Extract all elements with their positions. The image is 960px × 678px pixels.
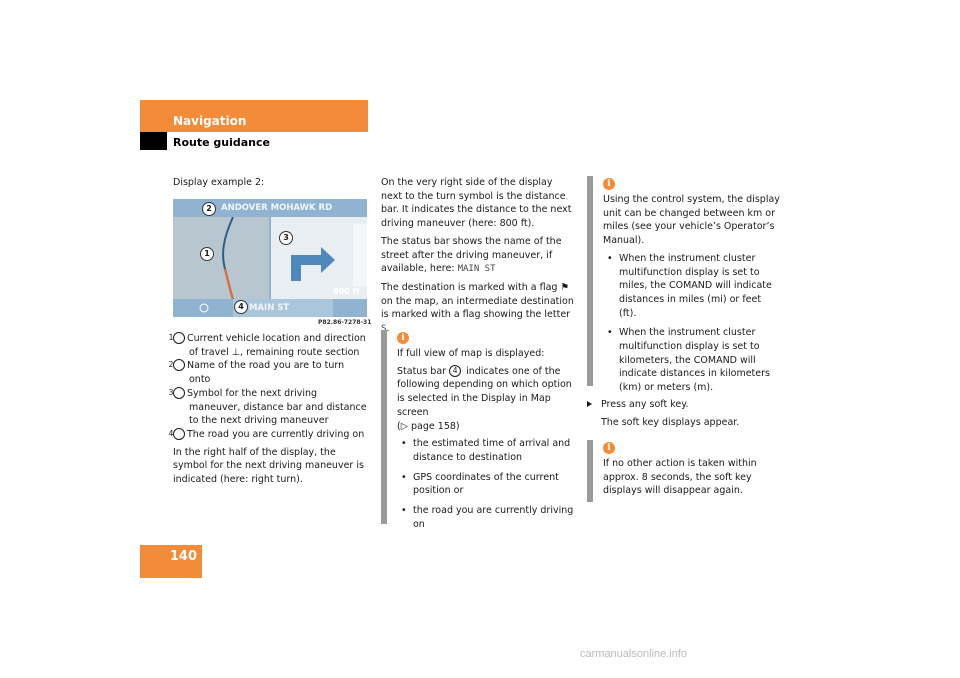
figure-code: P82.86-7278-31 <box>318 319 372 326</box>
legend-number: 1 <box>173 332 185 344</box>
info-text-b: indicates one of the following depending on which option is selected in the Display in Map screen <box>397 365 572 418</box>
legend-block <box>168 332 367 491</box>
info-box-full-map <box>381 330 575 530</box>
list-item: • When the instrument cluster multifunction display is set to kilometers, the COMAND will indicate distances in kilometers (km) or meters (m). <box>603 326 781 395</box>
footer-watermark[interactable]: carmanualsonline.info <box>580 648 688 660</box>
list-item: • When the instrument cluster multifunction display is set to miles, the COMAND will indicate distances in miles (mi) or feet (ft). <box>603 252 781 321</box>
map-status-bar-road: MAIN ST <box>249 303 290 313</box>
instruction-step <box>587 398 781 433</box>
flag-letter: S <box>381 324 387 335</box>
section-marker <box>140 132 167 150</box>
checkered-flag-icon: ⚑ <box>560 281 569 293</box>
list-item: • GPS coordinates of the current position or <box>397 471 575 498</box>
step-result: The soft key displays appear. <box>601 416 740 428</box>
section-title: Route guidance <box>173 136 270 149</box>
legend-number: 2 <box>173 359 185 371</box>
step-arrow-icon <box>587 401 592 407</box>
step-text: Press any soft key. <box>601 399 689 410</box>
info-icon: i <box>603 178 615 190</box>
page-reference-link[interactable]: (▷ page 158) <box>397 420 460 432</box>
flag-text-end: . <box>386 323 390 335</box>
info-bullet-list <box>397 437 575 531</box>
info-text-a: Status bar <box>397 365 450 377</box>
navigation-display-figure <box>173 199 367 317</box>
info-box-softkeys <box>587 440 781 502</box>
map-road-name-top: ANDOVER MOHAWK RD <box>221 203 333 213</box>
list-item: • the estimated time of arrival and distance to destination <box>397 437 575 464</box>
display-example-intro: Display example 2: <box>173 177 265 188</box>
legend-item-4 <box>168 428 367 442</box>
legend-number: 3 <box>173 387 185 399</box>
page-number-box <box>140 545 202 578</box>
flag-text-b: on the map, an intermediate destination is marked with a flag showing the letter <box>381 295 574 321</box>
info-status-bar-paragraph <box>397 365 575 434</box>
distance-bar-paragraph: On the very right side of the display next to the turn symbol is the distance bar. It indicates the distance to the next driving maneuver (here: 800 ft). <box>381 177 572 230</box>
legend-text: Name of the road you are to turn onto <box>187 360 345 386</box>
page-number: 140 <box>169 549 197 564</box>
callout-4: 4 <box>234 300 248 314</box>
step-item <box>587 398 781 412</box>
legend-text: The road you are currently driving on <box>187 428 365 440</box>
legend-number: 4 <box>173 428 185 440</box>
status-bar-text: The status bar shows the name of the street after the driving maneuver, if available, here: <box>381 235 562 275</box>
callout-3: 3 <box>279 231 293 245</box>
info-icon: i <box>603 442 615 454</box>
callout-1: 1 <box>200 247 214 261</box>
figure-legend <box>168 332 367 442</box>
destination-flag-paragraph <box>381 281 575 337</box>
direction-arrow-icon: ⊥ <box>231 346 241 358</box>
flag-text-a: The destination is marked with a flag <box>381 281 561 293</box>
info-text: Using the control system, the display unit can be changed between km or miles (see your vehicle’s Operator’s Manual). <box>603 194 780 247</box>
callout-2: 2 <box>202 202 216 216</box>
callout-ref-4: 4 <box>449 365 461 377</box>
legend-text: Current vehicle location and direction of travel <box>187 333 366 358</box>
info-icon: i <box>397 332 409 344</box>
legend-item-2 <box>168 359 367 386</box>
chapter-title: Navigation <box>173 114 247 128</box>
status-bar-paragraph <box>381 235 575 277</box>
status-bar-value: MAIN ST <box>457 264 496 275</box>
map-distance-label: 800 ft <box>333 287 360 296</box>
legend-text-cont: , remaining route section <box>240 346 360 358</box>
info-text: If no other action is taken within approx. 8 seconds, the soft key displays will disappear again. <box>603 458 757 497</box>
maneuver-symbol-paragraph: In the right half of the display, the symbol for the next driving maneuver is indicated (here: right turn). <box>173 446 364 486</box>
column-2 <box>381 176 575 341</box>
legend-item-3 <box>168 387 367 428</box>
info-bullet-list <box>603 252 781 395</box>
info-box-units <box>587 176 781 394</box>
legend-item-1 <box>168 332 367 359</box>
legend-text: Symbol for the next driving maneuver, distance bar and distance to the next driving maneuver <box>187 387 367 427</box>
column-1 <box>173 176 367 194</box>
info-text: If full view of map is displayed: <box>397 348 545 359</box>
list-item: • the road you are currently driving on <box>397 504 575 531</box>
